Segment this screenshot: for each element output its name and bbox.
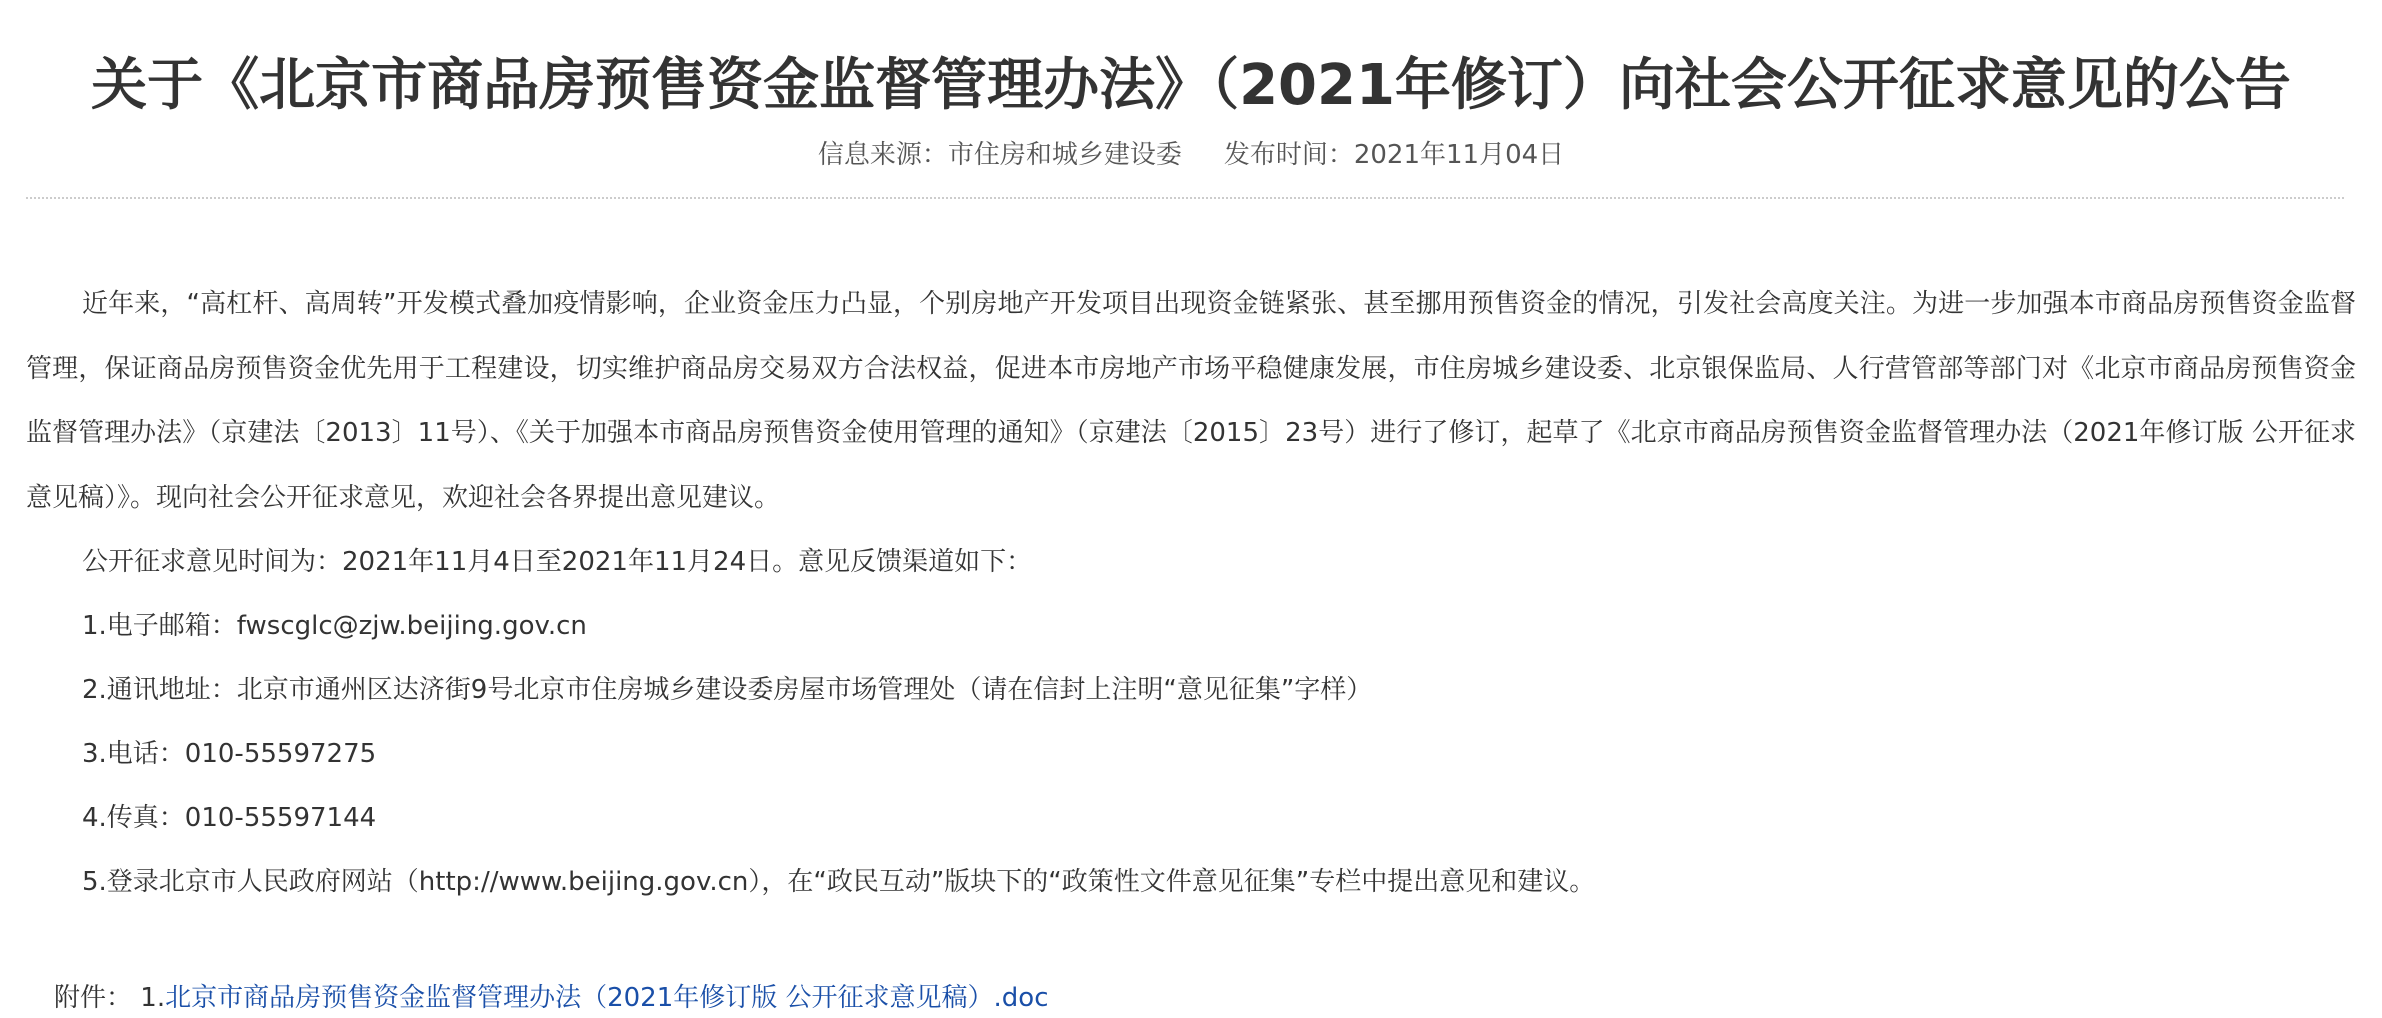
intro-paragraph: 近年来，“高杠杆、高周转”开发模式叠加疫情影响，企业资金压力凸显，个别房地产开发项目出现资金链紧张、甚至挪用预售资金的情况，引发社会高度关注。为进一步加强本市商品房预售资金监督管理，保证商品房预售资金优先用于工程建设，切实维护商品房交易双方合法权益，促进本市房地产市场平稳健康发展，市住房城乡建设委、北京银保监局、人行营管部等部门对《北京市商品房预售资金监督管理办法》（京建法〔2013〕11号）、《关于加强本市商品房预售资金使用管理的通知》（京建法〔2015〕23号）进行了修订，起草了《北京市商品房预售资金监督管理办法（2021年修订版 公开征求意见稿）》。现向社会公开征求意见，欢迎社会各界提出意见建议。 [26, 289, 2356, 513]
publish-date-label: 发布时间：2021年11月04日 [1223, 140, 1565, 170]
comment-period-line: 公开征求意见时间为：2021年11月4日至2021年11月24日。意见反馈渠道如下： [82, 547, 1033, 577]
article-body [26, 272, 2356, 914]
channel-website: 5.登录北京市人民政府网站（http://www.beijing.gov.cn），在“政民互动”版块下的“政策性文件意见征集”专栏中提出意见和建议。 [82, 867, 1596, 897]
channel-address: 2.通讯地址：北京市通州区达济街9号北京市住房城乡建设委房屋市场管理处（请在信封上注明“意见征集”字样） [82, 675, 1373, 705]
article-meta [0, 135, 2382, 175]
attachment-label: 附件： [54, 983, 133, 1013]
attachment-index: 1. [140, 983, 166, 1013]
attachment-row [54, 978, 1049, 1018]
attachment-link[interactable]: 北京市商品房预售资金监督管理办法（2021年修订版 公开征求意见稿）.doc [165, 983, 1049, 1013]
source-label: 信息来源：市住房和城乡建设委 [817, 140, 1182, 170]
channel-email: 1.电子邮箱：fwscglc@zjw.beijing.gov.cn [82, 611, 587, 641]
title-divider [26, 197, 2344, 199]
channel-fax: 4.传真：010-55597144 [82, 803, 377, 833]
channel-phone: 3.电话：010-55597275 [82, 739, 377, 769]
page-title: 关于《北京市商品房预售资金监督管理办法》（2021年修订）向社会公开征求意见的公告 [91, 53, 2291, 118]
